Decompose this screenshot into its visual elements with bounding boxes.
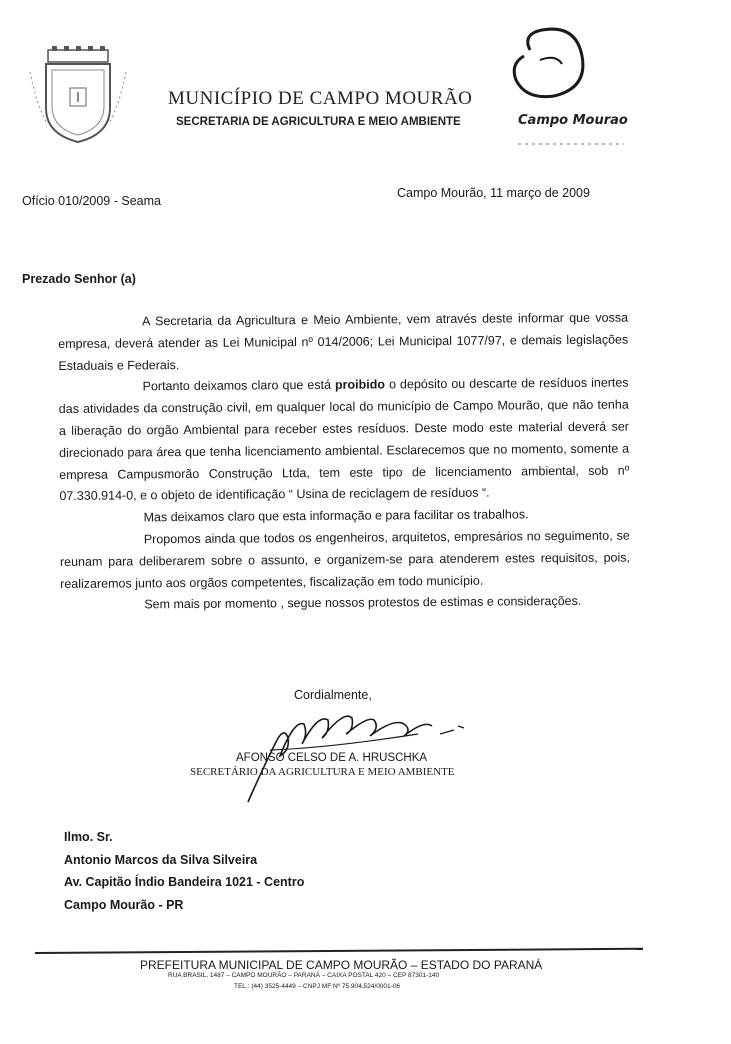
paragraph-2 <box>59 373 630 508</box>
paragraph-2-emphasis: proibido <box>334 377 386 393</box>
recipient-street: Av. Capitão Índio Bandeira 1021 - Centro <box>64 875 305 889</box>
paragraph-4: Propomos ainda que todos os engenheiros, arquitetos, empresários no seguimento, se reunam para deliberarem sobre o assunto, e organizem-se para atenderem estes requisitos, pois, realizaremos junto aos orgãos competentes, fiscalização em todo município. <box>59 528 630 591</box>
footer-contact: TEL.: (44) 3525-4449 – CNPJ MF Nº 75.904.524/0001-06 <box>234 983 401 990</box>
paragraph-2-start: Portanto deixamos claro que está <box>142 378 336 394</box>
signer-title: SECRETÁRIO DA AGRICULTURA E MEIO AMBIENTE <box>190 766 455 778</box>
letter-body <box>58 308 630 618</box>
paragraph-3: Mas deixamos claro que esta informação e para facilitar os trabalhos. <box>143 507 529 525</box>
closing: Cordialmente, <box>294 688 372 702</box>
recipient-honorific: Ilmo. Sr. <box>64 830 113 844</box>
paragraph-2-end: o depósito ou descarte de resíduos inertes das atividades da construção civil, em qualquer local do município de Campo Mourão, que não tenha a liberação do orgão Ambiental para receber estes resíduos. Deste modo este material deverá ser direcionado para área que tenha licenciamento ambiental. Esclarecemos que no momento, somente a empresa Campusmorão Construção Ltda, tem este tipo de licenciamento ambiental, sob nº 07.330.914-0, e o objeto de identificação “ Usina de reciclagem de resíduos “. <box>58 375 630 504</box>
footer-divider <box>35 948 643 954</box>
municipality-title: MUNICÍPIO DE CAMPO MOURÃO <box>168 88 473 109</box>
logo-text: Campo Mourao <box>518 113 628 128</box>
salutation: Prezado Senhor (a) <box>22 272 136 286</box>
place-date: Campo Mourão, 11 março de 2009 <box>397 186 590 200</box>
footer-address: RUA BRASIL, 1487 – CAMPO MOURÃO – PARANÁ – CAIXA POSTAL 420 – CEP 87301-140 <box>168 972 440 979</box>
letter-reference: Ofício 010/2009 - Seama <box>22 194 161 208</box>
paragraph-1: A Secretaria da Agricultura e Meio Ambiente, vem através deste informar que vossa empresa, deverá atender as Lei Municipal nº 014/2006; Lei Municipal 1077/97, e demais legislações Estaduais e Federais. <box>58 310 629 373</box>
paragraph-5: Sem mais por momento , segue nossos protestos de estimas e considerações. <box>144 594 582 612</box>
recipient-name: Antonio Marcos da Silva Silveira <box>64 852 258 867</box>
municipal-crest-icon <box>26 42 130 146</box>
recipient-city: Campo Mourão - PR <box>64 897 184 912</box>
city-logo-icon <box>490 22 640 157</box>
signer-name: AFONSO CELSO DE A. HRUSCHKA <box>236 752 428 764</box>
footer-institution: PREFEITURA MUNICIPAL DE CAMPO MOURÃO – ESTADO DO PARANÁ <box>140 958 543 972</box>
secretariat-title: SECRETARIA DE AGRICULTURA E MEIO AMBIENTE <box>176 116 461 128</box>
recipient-block <box>64 826 304 916</box>
handwritten-signature <box>218 690 480 810</box>
